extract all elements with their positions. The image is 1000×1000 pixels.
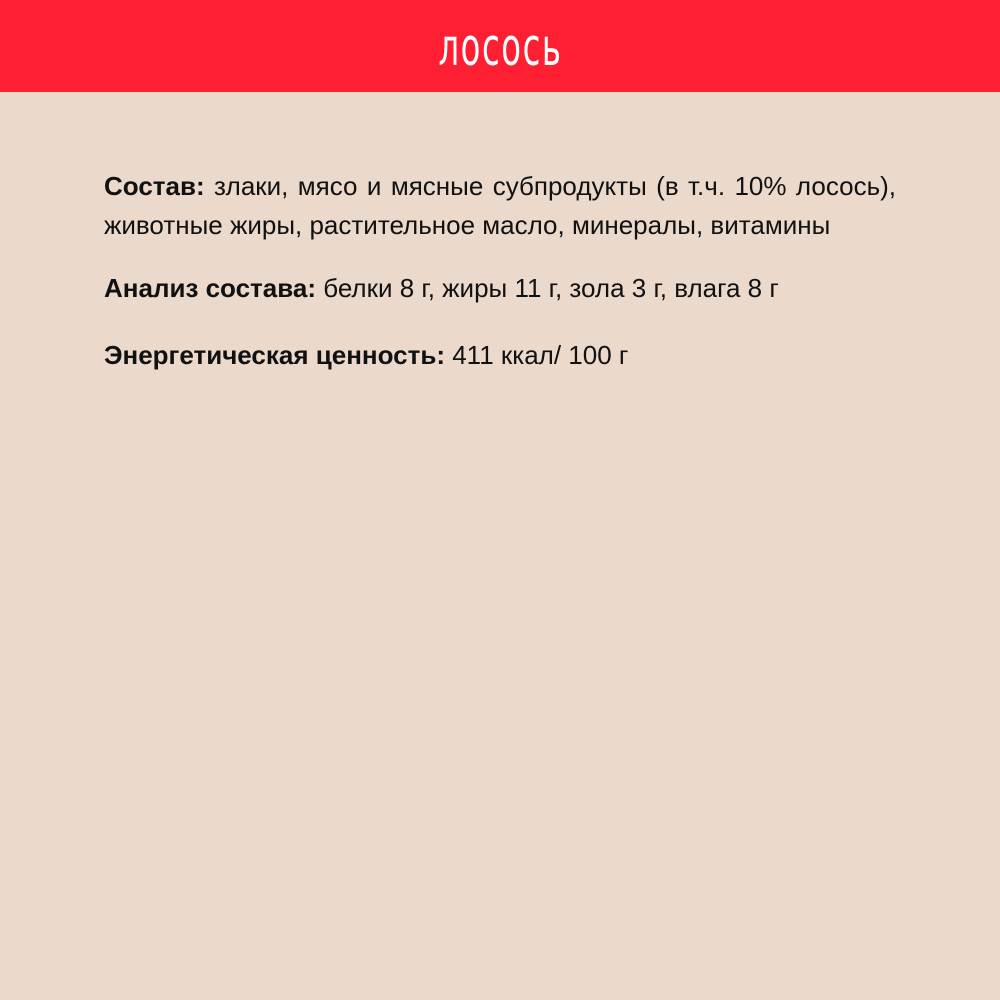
product-title: лосось	[437, 16, 562, 78]
analysis-text: белки 8 г, жиры 11 г, зола 3 г, влага 8 г	[316, 273, 779, 303]
energy-text: 411 ккал/ 100 г	[444, 339, 629, 370]
product-info	[104, 167, 896, 374]
header-banner	[0, 0, 1000, 92]
energy-label: Энергетическая ценность:	[104, 339, 445, 370]
analysis-paragraph	[104, 269, 896, 308]
composition-paragraph	[104, 167, 896, 244]
energy-paragraph	[104, 336, 896, 375]
composition-text: злаки, мясо и мясные субпродукты (в т.ч. 10% лосось), животные жиры, растительное масло, минералы, витамины	[104, 171, 896, 240]
composition-label: Состав:	[104, 171, 205, 201]
analysis-label: Анализ состава:	[104, 273, 316, 303]
